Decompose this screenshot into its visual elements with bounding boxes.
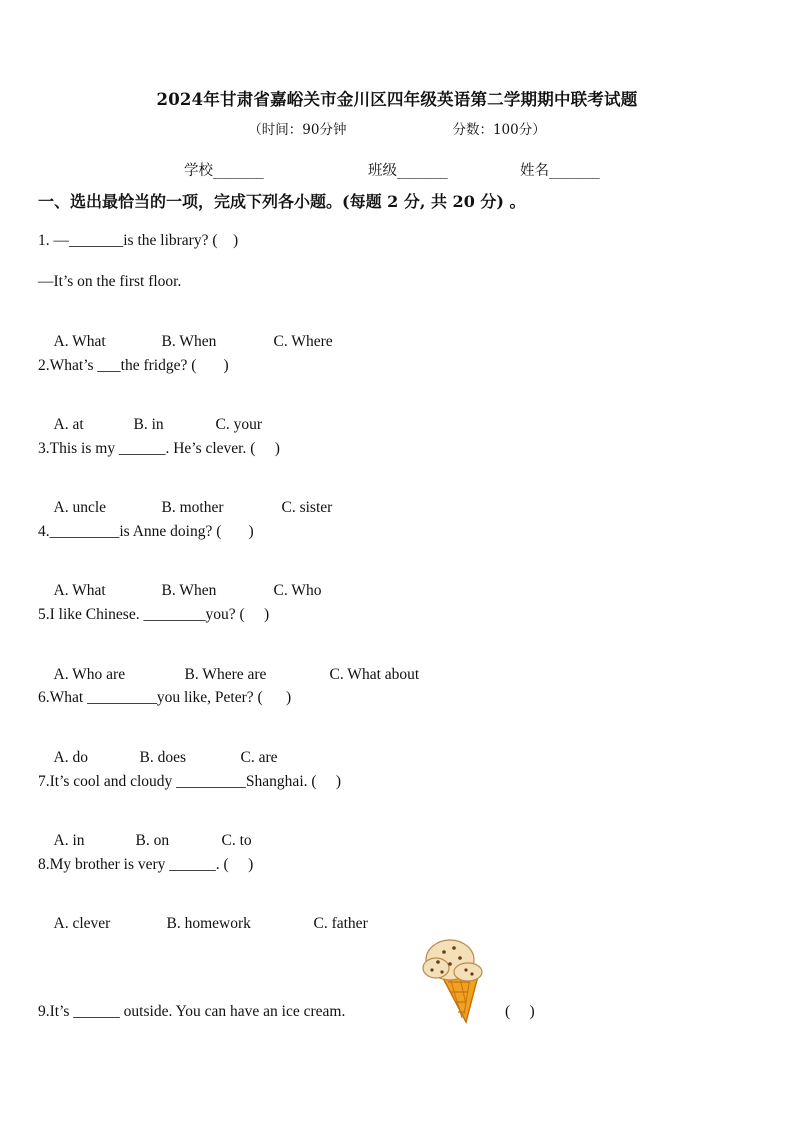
question-1-stem-reply: —It’s on the first floor. bbox=[38, 273, 182, 290]
time-info: （时间：90分钟 bbox=[248, 122, 347, 138]
option-c[interactable]: C. your bbox=[215, 416, 262, 433]
question-7-stem: 7.It’s cool and cloudy _________Shanghai. ( ) bbox=[38, 773, 342, 790]
name-field[interactable]: 姓名_______ bbox=[520, 163, 600, 179]
option-b[interactable]: B. on bbox=[135, 832, 170, 849]
question-1-stem: 1. —_______is the library? ( ) bbox=[38, 232, 239, 249]
question-8-stem: 8.My brother is very ______. ( ) bbox=[38, 856, 254, 873]
option-a[interactable]: A. clever bbox=[53, 915, 111, 932]
ice-cream-icon bbox=[420, 934, 488, 1026]
option-a[interactable]: A. What bbox=[53, 582, 106, 599]
option-a[interactable]: A. Who are bbox=[53, 666, 126, 683]
school-field[interactable]: 学校_______ bbox=[184, 163, 264, 179]
option-b[interactable]: B. in bbox=[133, 416, 164, 433]
option-a[interactable]: A. do bbox=[53, 749, 88, 766]
option-b[interactable]: B. mother bbox=[161, 499, 224, 516]
option-c[interactable]: C. Where bbox=[273, 333, 333, 350]
option-b[interactable]: B. does bbox=[139, 749, 186, 766]
option-c[interactable]: C. What about bbox=[329, 666, 420, 683]
option-b[interactable]: B. Where are bbox=[184, 666, 267, 683]
option-b[interactable]: B. When bbox=[161, 333, 217, 350]
section-heading: 一、选出最恰当的一项，完成下列各小题。(每题 2 分, 共 20 分) 。 bbox=[38, 192, 526, 211]
exam-meta bbox=[0, 118, 794, 138]
option-c[interactable]: C. to bbox=[221, 832, 252, 849]
option-c[interactable]: C. father bbox=[313, 915, 368, 932]
option-a[interactable]: A. at bbox=[53, 416, 84, 433]
class-field[interactable]: 班级_______ bbox=[368, 163, 448, 179]
option-b[interactable]: B. When bbox=[161, 582, 217, 599]
question-5-stem: 5.I like Chinese. ________you? ( ) bbox=[38, 606, 270, 623]
option-c[interactable]: C. sister bbox=[281, 499, 333, 516]
option-a[interactable]: A. What bbox=[53, 333, 106, 350]
score-info: 分数：100分） bbox=[452, 122, 546, 138]
option-c[interactable]: C. Who bbox=[273, 582, 322, 599]
option-c[interactable]: C. are bbox=[240, 749, 278, 766]
question-9-answer-paren[interactable]: ( ) bbox=[505, 1003, 535, 1020]
question-8-options bbox=[38, 897, 368, 951]
option-a[interactable]: A. in bbox=[53, 832, 85, 849]
question-2-stem: 2.What’s ___the fridge? ( ) bbox=[38, 357, 229, 374]
option-a[interactable]: A. uncle bbox=[53, 499, 107, 516]
exam-title: 2024年甘肃省嘉峪关市金川区四年级英语第二学期期中联考试题 bbox=[156, 90, 638, 109]
question-4-stem: 4._________is Anne doing? ( ) bbox=[38, 523, 254, 540]
question-9-stem: 9.It’s ______ outside. You can have an ice cream. bbox=[38, 1003, 346, 1020]
question-3-stem: 3.This is my ______. He’s clever. ( ) bbox=[38, 440, 280, 457]
option-b[interactable]: B. homework bbox=[166, 915, 251, 932]
question-6-stem: 6.What _________you like, Peter? ( ) bbox=[38, 689, 292, 706]
